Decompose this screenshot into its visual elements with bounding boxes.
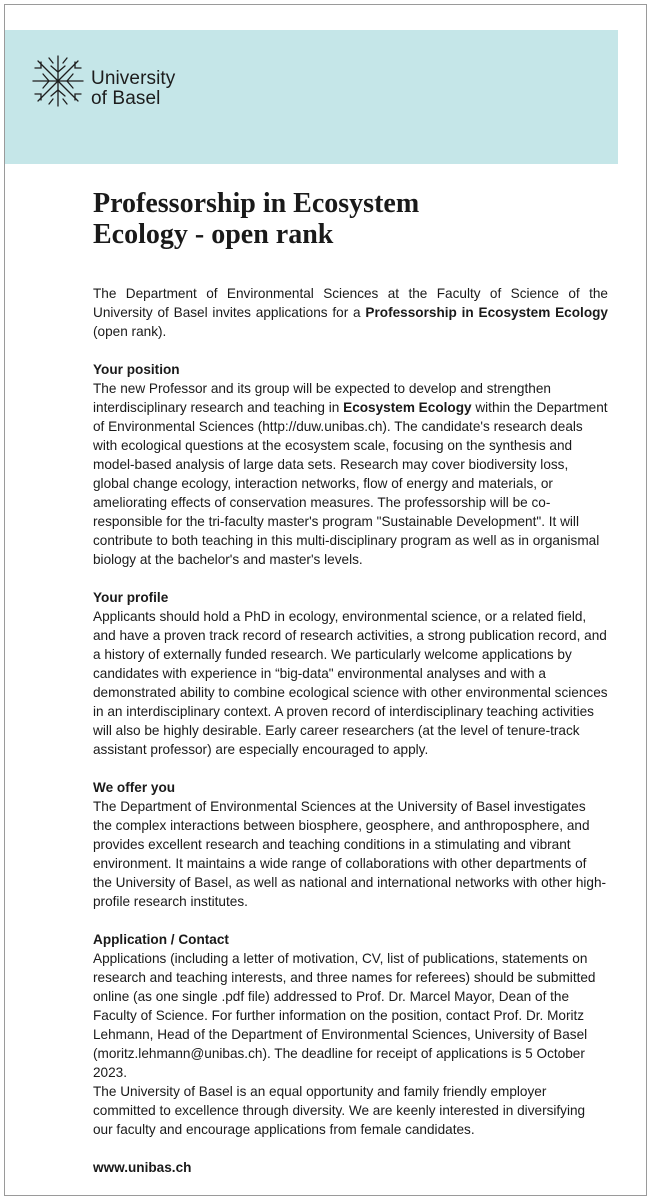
section-heading-application: Application / Contact bbox=[93, 932, 229, 947]
intro-text-start: The Department of Environmental Sciences at the Faculty of Science of the University of Basel invites applications for a bbox=[93, 286, 608, 320]
position-text bbox=[93, 379, 608, 569]
wordmark-line-2: of Basel bbox=[91, 88, 161, 109]
title-line-1: Professorship in Ecosystem bbox=[93, 188, 420, 219]
website-link[interactable]: www.unibas.ch bbox=[93, 1160, 192, 1175]
offer-text: The Department of Environmental Sciences at the University of Basel investigates the complex interactions between biosphere, geosphere, and anthroposphere, and provides excellent research and teaching conditions in a stimulating and vibrant environment. It maintains a wide range of collaborations with other departments of the University of Basel, as well as national and international networks with other high-profile research institutes. bbox=[93, 799, 607, 909]
application-text: Applications (including a letter of motivation, CV, list of publications, statements on research and teaching interests, and three names for referees) should be submitted online (as one single .pdf file) addressed to Prof. Dr. Marcel Mayor, Dean of the Faculty of Science. For further information on the position, contact Prof. Dr. Moritz Lehmann, Head of the Department of Environmental Sciences, University of Basel (moritz.lehmann@unibas.ch). The deadline for receipt of applications is 5 October 2023. bbox=[93, 951, 596, 1080]
position-field-name: Ecosystem Ecology bbox=[343, 400, 472, 415]
university-wordmark bbox=[91, 69, 175, 109]
job-posting bbox=[93, 188, 608, 1139]
section-heading-position: Your position bbox=[93, 362, 180, 377]
university-seal-icon bbox=[31, 54, 85, 108]
position-text-end: within the Department of Environmental Sciences (http://duw.unibas.ch). The candidate's research deals with ecological questions at the ecosystem scale, focusing on the synthesis and model-based analysis of large data sets. Research may cover biodiversity loss, global change ecology, interaction networks, flow of energy and materials, or ameliorating effects of conservation measures. The professorship will be co-responsible for the tri-faculty master's program "Sustainable Development". It will contribute to both teaching in this multi-disciplinary program as well as in organismal biology at the bachelor's and master's levels. bbox=[93, 400, 608, 567]
section-profile bbox=[93, 588, 608, 759]
intro-position-title: Professorship in Ecosystem Ecology bbox=[365, 305, 608, 320]
header-banner bbox=[5, 30, 618, 164]
section-heading-profile: Your profile bbox=[93, 590, 169, 605]
title-line-2: Ecology - open rank bbox=[93, 219, 334, 250]
university-logo[interactable] bbox=[31, 54, 231, 124]
section-heading-offer: We offer you bbox=[93, 780, 176, 795]
profile-text: Applicants should hold a PhD in ecology, environmental science, or a related field, and have a proven track record of research activities, a strong publication record, and a history of externally funded research. We particularly welcome applications by candidates with experience in “big-data" environmental analyses and with a demonstrated ability to combine ecological science with other environmental sciences in an interdisciplinary context. A proven record of interdisciplinary teaching activities will also be highly desirable. Early career researchers (at the level of tenure-track assistant professor) are especially encouraged to apply. bbox=[93, 609, 608, 757]
wordmark-line-1: University bbox=[91, 68, 176, 89]
intro-text-end: (open rank). bbox=[93, 324, 167, 339]
page-title bbox=[93, 188, 608, 250]
section-offer bbox=[93, 778, 608, 911]
equal-opportunity-text: The University of Basel is an equal opportunity and family friendly employer committed to excellence through diversity. We are keenly interested in diversifying our faculty and encourage applications from female candidates. bbox=[93, 1084, 586, 1137]
intro-paragraph bbox=[93, 284, 608, 341]
section-position bbox=[93, 360, 608, 569]
section-application bbox=[93, 930, 608, 1139]
position-text-start: The new Professor and its group will be expected to develop and strengthen interdisciplinary research and teaching in bbox=[93, 381, 551, 415]
